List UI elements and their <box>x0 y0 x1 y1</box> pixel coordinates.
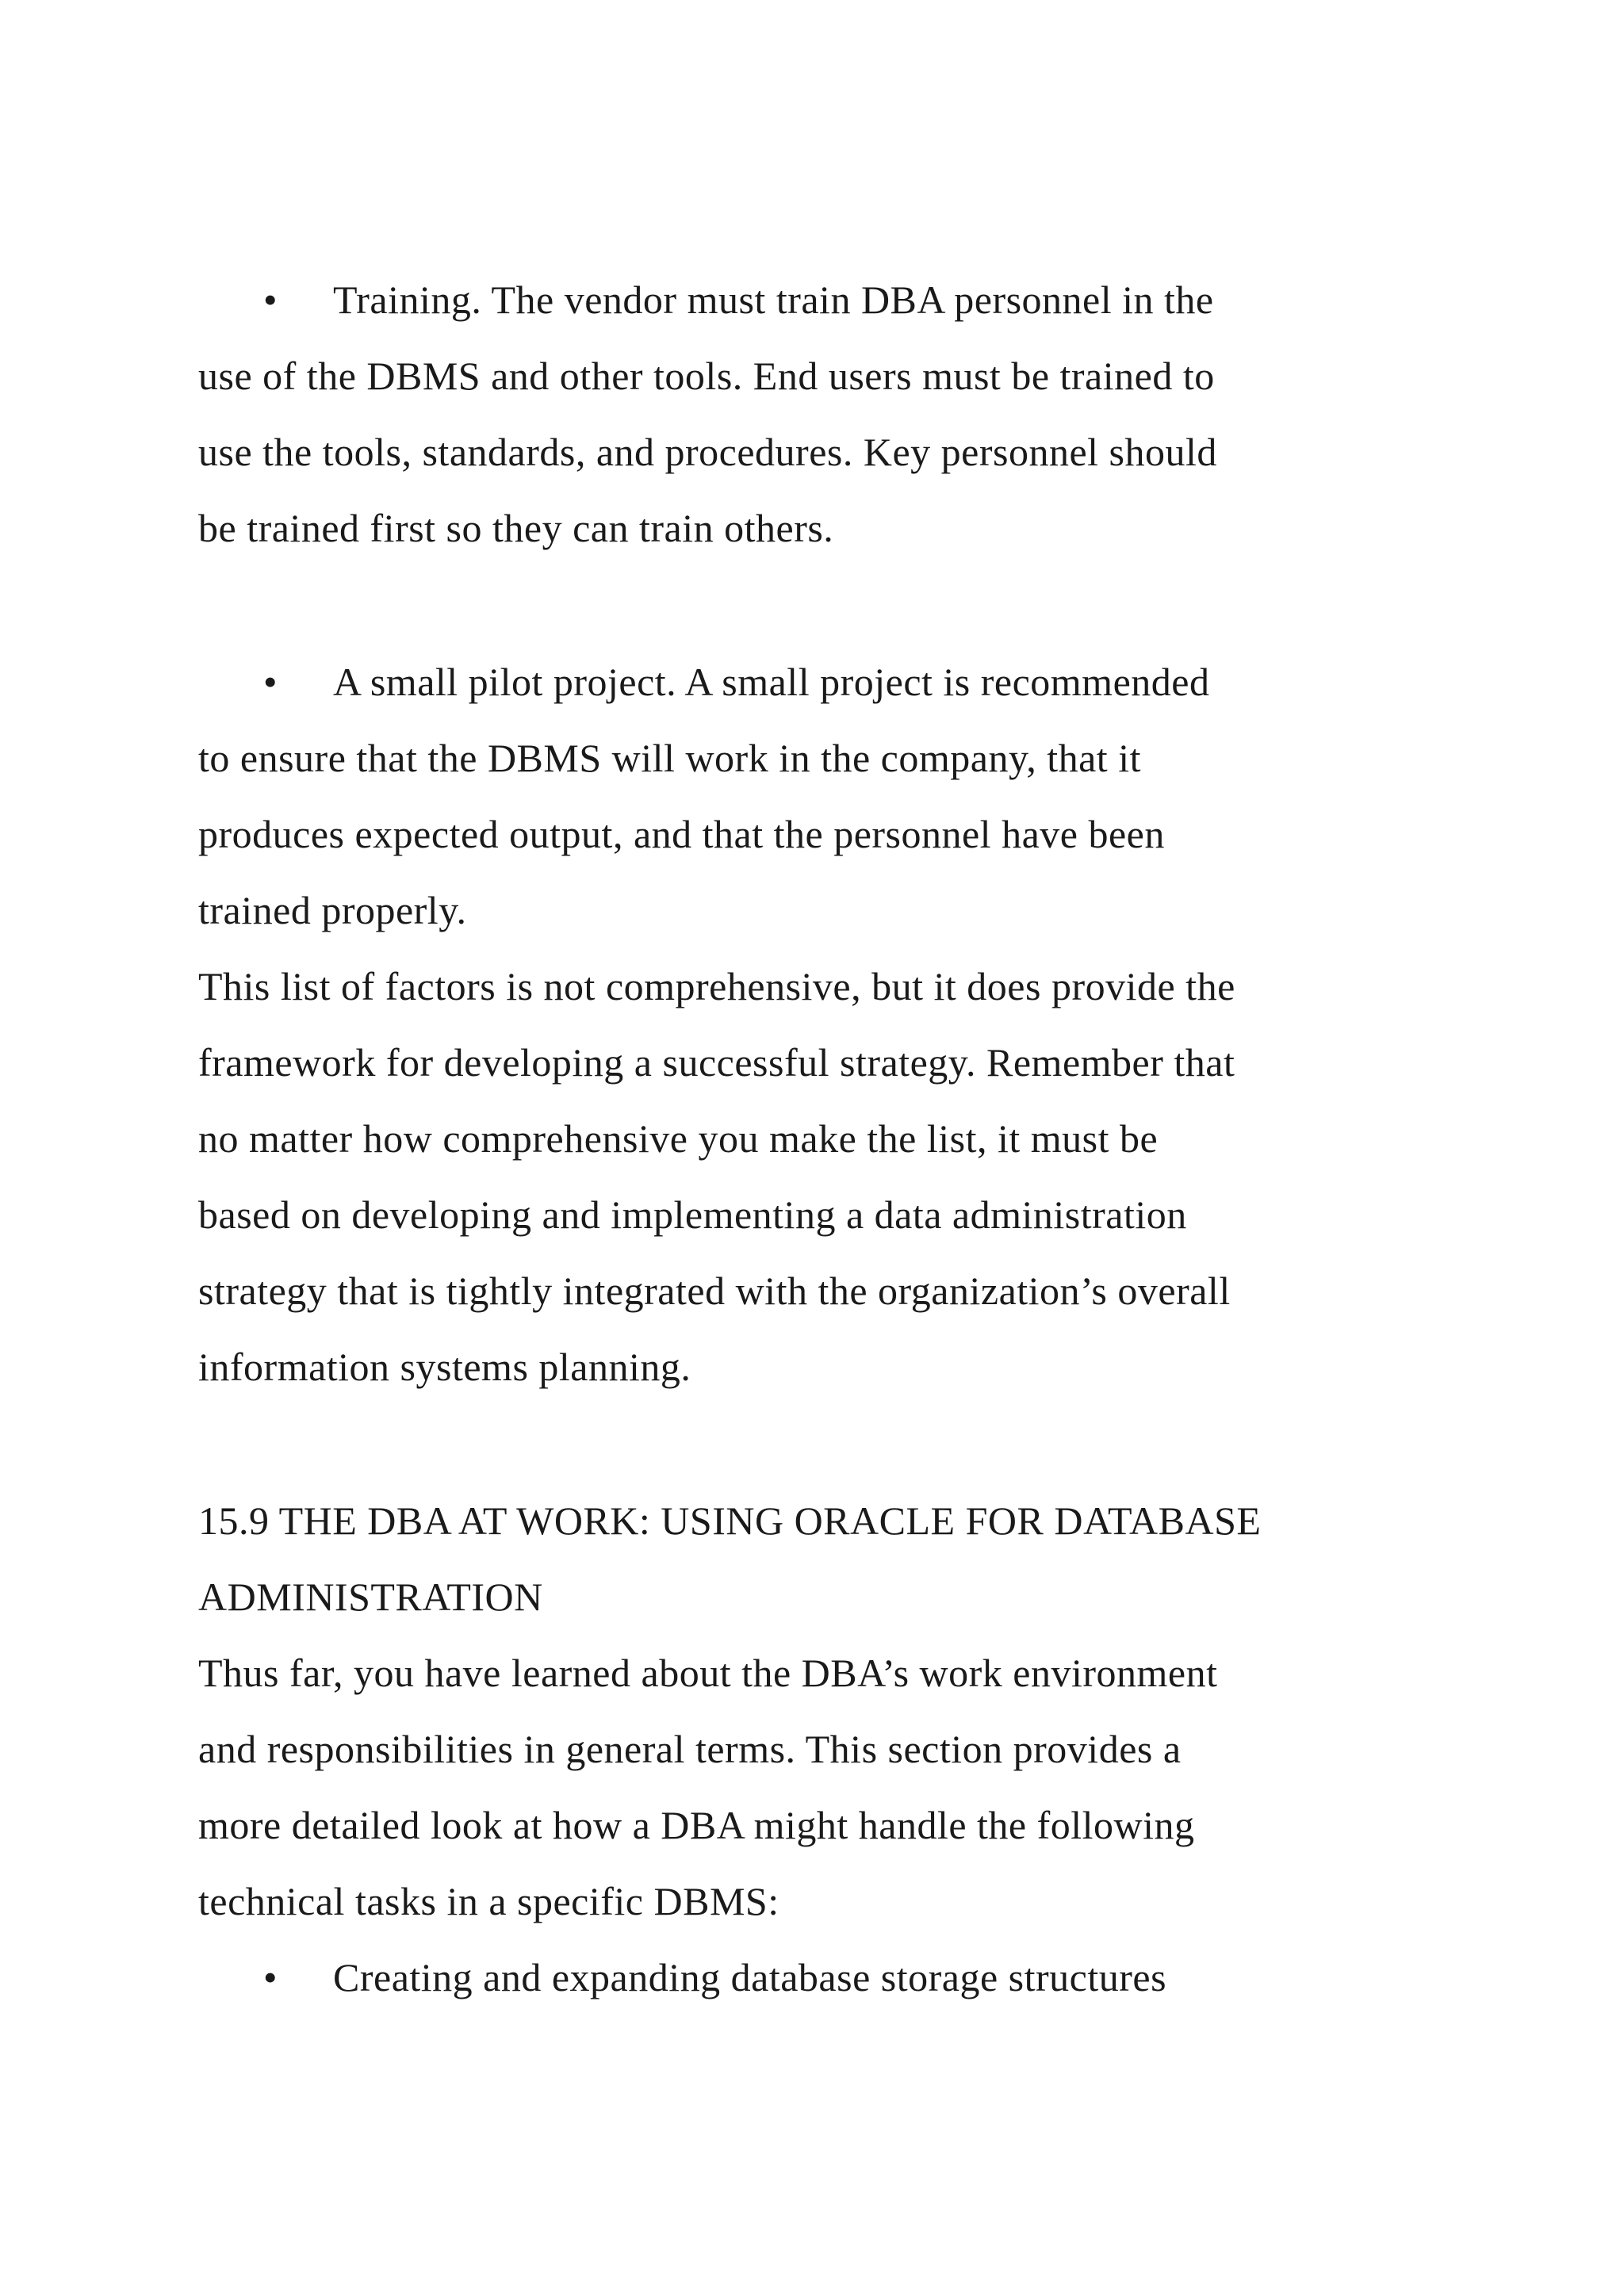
text-line: no matter how comprehensive you make the list, it must be <box>198 1116 1159 1161</box>
bullet-storage-text: Creating and expanding database storage structures <box>333 1955 1167 1999</box>
text-line: This list of factors is not comprehensive, but it does provide the <box>198 964 1235 1008</box>
text-line: produces expected output, and that the personnel have been <box>198 812 1165 856</box>
text-line: based on developing and implementing a data administration <box>198 1192 1187 1237</box>
section-heading-line: ADMINISTRATION <box>198 1575 543 1619</box>
bullet-training-text: Training. The vendor must train DBA personnel in the <box>333 277 1214 322</box>
bullet-icon: • <box>263 277 278 322</box>
text-line: more detailed look at how a DBA might handle the following <box>198 1803 1195 1847</box>
text-line: technical tasks in a specific DBMS: <box>198 1879 779 1923</box>
text-line: use of the DBMS and other tools. End users must be trained to <box>198 354 1215 398</box>
bullet-storage-line <box>263 1954 1166 2001</box>
text-line: information systems planning. <box>198 1345 691 1389</box>
bullet-icon: • <box>263 660 278 704</box>
bullet-training-first-line <box>263 276 1214 323</box>
text-line: to ensure that the DBMS will work in the company, that it <box>198 736 1141 780</box>
bullet-icon: • <box>263 1955 278 1999</box>
bullet-pilot-first-line <box>263 658 1209 706</box>
text-line: be trained first so they can train others. <box>198 506 834 550</box>
text-line: Thus far, you have learned about the DBA’s work environment <box>198 1651 1218 1695</box>
text-line: trained properly. <box>198 888 467 932</box>
text-line: use the tools, standards, and procedures. Key personnel should <box>198 430 1217 474</box>
text-line: strategy that is tightly integrated with the organization’s overall <box>198 1269 1231 1313</box>
text-line: framework for developing a successful strategy. Remember that <box>198 1040 1235 1085</box>
section-heading-line: 15.9 THE DBA AT WORK: USING ORACLE FOR DATABASE <box>198 1498 1262 1543</box>
bullet-pilot-text: A small pilot project. A small project is recommended <box>333 660 1210 704</box>
text-line: and responsibilities in general terms. This section provides a <box>198 1727 1182 1771</box>
